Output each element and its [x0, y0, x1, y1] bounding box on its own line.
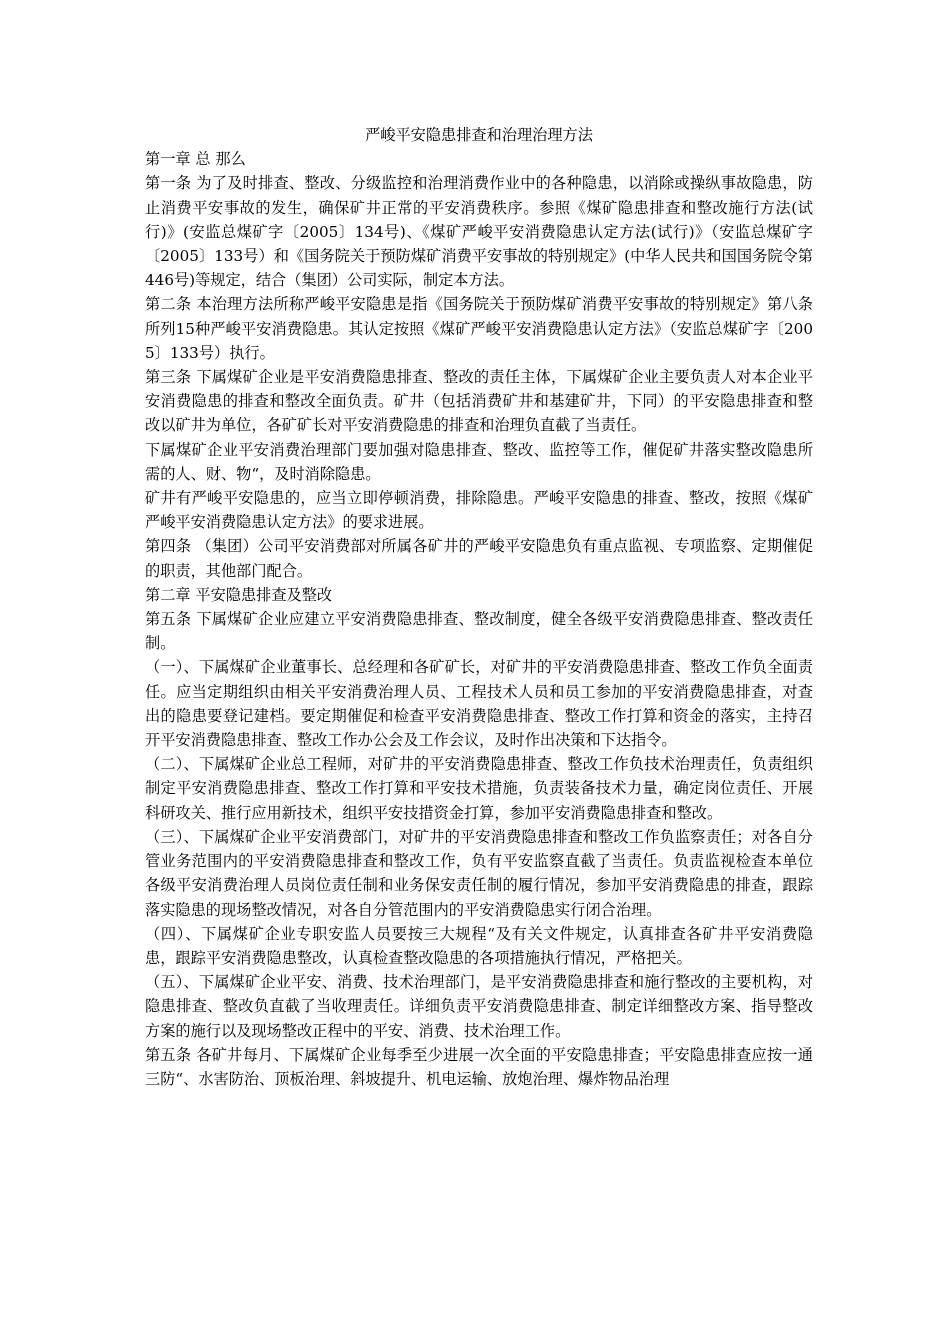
paragraph-chapter-2-heading: 第二章 平安隐患排查及整改: [145, 585, 333, 604]
paragraph-article-3-safety-dept: 下属煤矿企业平安消费治理部门要加强对隐患排查、整改、监控等工作，催促矿井落实整改隐患所需的人、财、物“，及时消除隐患。: [145, 440, 813, 483]
paragraph-article-3: 第三条 下属煤矿企业是平安消费隐患排查、整改的责任主体，下属煤矿企业主要负责人对本企业平安消费隐患的排查和整改全面负责。矿井（包括消费矿井和基建矿井，下同）的平安隐患排查和整改以矿井为单位，各矿矿长对平安消费隐患的排查和治理负直截了当责任。: [145, 368, 813, 435]
paragraph-article-3-major-hazard: 矿井有严峻平安隐患的，应当立即停顿消费，排除隐患。严峻平安隐患的排查、整改，按照《煤矿严峻平安消费隐患认定方法》的要求进展。: [145, 489, 813, 532]
paragraph-article-5: 第五条 下属煤矿企业应建立平安消费隐患排查、整改制度，健全各级平安消费隐患排查、整改责任制。: [145, 610, 813, 653]
paragraph-chapter-1-heading: 第一章 总 那么: [145, 150, 246, 169]
paragraph-item-5: （五）、下属煤矿企业平安、消费、技术治理部门，是平安消费隐患排查和施行整改的主要机构，对隐患排查、整改负直截了当收理责任。详细负责平安消费隐患排查、制定详细整改方案、指导整改方案的施行以及现场整改正程中的平安、消费、技术治理工作。: [145, 973, 813, 1040]
document-title: 严峻平安隐患排查和治理治理方法: [365, 126, 593, 144]
paragraph-article-4: 第四条 （集团）公司平安消费部对所属各矿井的严峻平安隐患负有重点监视、专项监察、定期催促的职责，其他部门配合。: [145, 537, 813, 580]
paragraph-article-2: 第二条 本治理方法所称严峻平安隐患是指《国务院关于预防煤矿消费平安事故的特别规定》第八条所列15种严峻平安消费隐患。其认定按照《煤矿严峻平安消费隐患认定方法》（安监总煤矿字〔2005〕133号）执行。: [145, 295, 813, 362]
paragraph-item-3: （三）、下属煤矿企业平安消费部门，对矿井的平安消费隐患排查和整改工作负监察责任；对各自分管业务范围内的平安消费隐患排查和整改工作，负有平安监察直截了当责任。负责监视检查本单位各级平安消费治理人员岗位责任制和业务保安责任制的履行情况，参加平安消费隐患的排查，跟踪落实隐患的现场整改情况，对各自分管范围内的平安消费隐患实行闭合治理。: [145, 827, 813, 919]
paragraph-article-5-monthly-check: 第五条 各矿井每月、下属煤矿企业每季至少进展一次全面的平安隐患排查；平安隐患排查应按一通三防“、水害防治、顶板治理、斜坡提升、机电运输、放炮治理、爆炸物品治理: [145, 1045, 813, 1088]
paragraph-item-1: （一）、下属煤矿企业董事长、总经理和各矿矿长，对矿井的平安消费隐患排查、整改工作负全面责任。应当定期组织由相关平安消费治理人员、工程技术人员和员工参加的平安消费隐患排查，对查出的隐患要登记建档。要定期催促和检查平安消费隐患排查、整改工作打算和资金的落实，主持召开平安消费隐患排查、整改工作办公会及工作会议，及时作出决策和下达指令。: [145, 658, 813, 750]
paragraph-item-4: （四）、下属煤矿企业专职安监人员要按三大规程“及有关文件规定，认真排查各矿井平安消费隐患，跟踪平安消费隐患整改，认真检查整改隐患的各项措施执行情况，严格把关。: [145, 924, 813, 967]
document-body: [145, 123, 813, 1091]
paragraph-article-1: 第一条 为了及时排查、整改、分级监控和治理消费作业中的各种隐患，以消除或操纵事故隐患，防止消费平安事故的发生，确保矿井正常的平安消费秩序。参照《煤矿隐患排查和整改施行方法(试行)》(安监总煤矿字〔2005〕134号)、《煤矿严峻平安消费隐患认定方法(试行)》（安监总煤矿字〔2005〕133号）和《国务院关于预防煤矿消费平安事故的特别规定》(中华人民共和国国务院令第446号)等规定，结合（集团）公司实际，制定本方法。: [145, 174, 813, 290]
paragraph-item-2: （二）、下属煤矿企业总工程师，对矿井的平安消费隐患排查、整改工作负技术治理责任，负责组织制定平安消费隐患排查、整改工作打算和平安技术措施，负责装备技术力量，确定岗位责任、开展科研攻关、推行应用新技术，组织平安技措资金打算，参加平安消费隐患排查和整改。: [145, 755, 813, 822]
